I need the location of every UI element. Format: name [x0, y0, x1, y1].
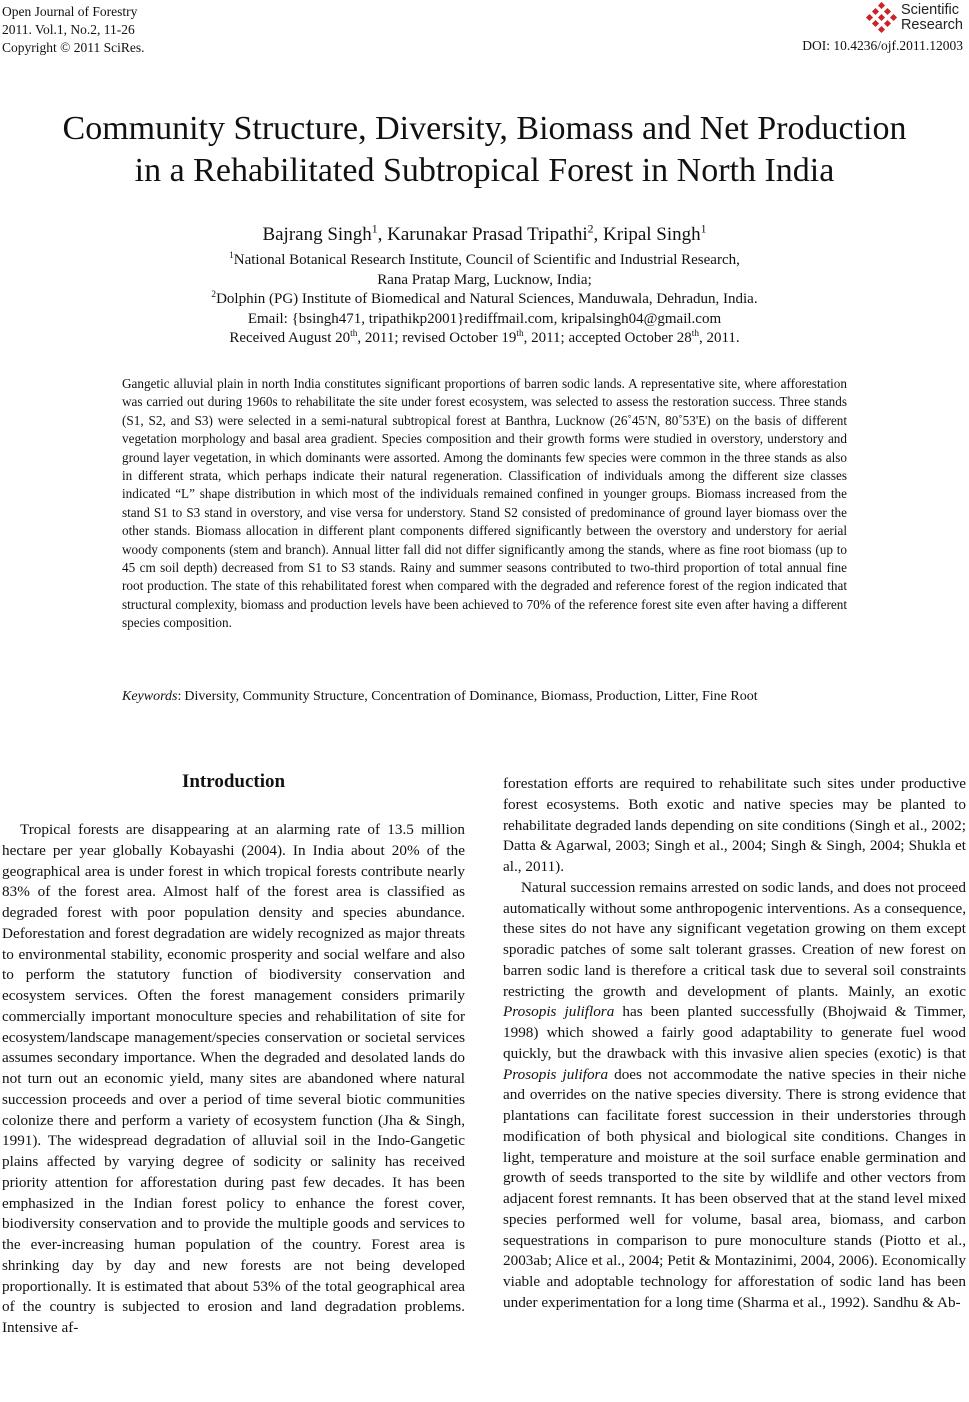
- publisher-line-2: Research: [900, 17, 963, 33]
- affiliation-1-address: Rana Pratap Marg, Lucknow, India;: [377, 271, 592, 288]
- species-name: Prosopis juliflora: [503, 1003, 615, 1021]
- keywords-colon: :: [177, 689, 182, 704]
- accepted-text: , 2011; accepted October 28: [523, 330, 692, 346]
- title-line-1: Community Structure, Diversity, Biomass and Net Production: [62, 110, 907, 147]
- keywords-label: Keywords: [122, 689, 178, 704]
- body-paragraph: [503, 878, 966, 1314]
- journal-volume: 2011. Vol.1, No.2, 11-26: [2, 22, 135, 37]
- abstract: Gangetic alluvial plain in north India constitutes significant proportions of barren sodic lands. A representative site, where afforestation was carried out during 1960s to rehabilitate the site under forest ecosystem, was selected to assess the restoration success. Three stands (S1, S2, and S3) were selected in a semi-natural subtropical forest at Banthra, Lucknow (26˚45'N, 80˚53'E) on the basis of different vegetation morphology and basal area gradient. Species composition and their growth forms were studied in overstory, understory and ground layer vegetation, in which dominants were assorted. Among the dominants few species were common in the three stands as also in different strata, which perhaps indicate their natural regeneration. Classification of individuals among the different size classes indicated “L” shape distribution in which most of the individuals remained confined in younger groups. Biomass increased from the stand S1 to S3 stand in overstory, and vise versa for understory. Stand S2 consisted of predominance of ground layer biomass over the other stands. Biomass allocation in different plant components differed significantly between the overstory and understory for aerial woody components (stem and branch). Annual litter fall did not differ significantly among the stands, where as fine root biomass (up to 45 cm soil depth) decreased from S1 to S3 stands. Rainy and summer seasons contributed to two-third proportion of total annual fine root production. The state of this rehabilitated forest when compared with the degraded and reference forest of the region indicated that structural complexity, biomass and production levels have been achieved to 70% of the reference forest site even after having a different species composition.: [122, 376, 847, 631]
- publisher-wordmark: [901, 3, 963, 33]
- publisher-line-1: Scientific: [900, 2, 959, 18]
- affiliation-mark: 2: [211, 290, 217, 300]
- diamond-cluster-icon: [865, 2, 899, 34]
- publisher-logo: [802, 0, 963, 36]
- affiliations: [0, 251, 969, 349]
- body-paragraph: forestation efforts are required to rehabilitate such sites under productive forest ecosystems. Both exotic and native species may be planted to rehabilitate degraded lands depending on site conditions (Singh et al., 2002; Datta & Agarwal, 2003; Singh et al., 2004; Singh & Singh, 2004; Shukla et al., 2011).: [503, 775, 966, 875]
- ordinal-suffix: th: [516, 329, 524, 339]
- affiliation-2: [0, 290, 969, 310]
- body-column-right: [503, 774, 966, 1314]
- copyright: Copyright © 2011 SciRes.: [2, 40, 145, 55]
- year-text: , 2011.: [698, 330, 740, 346]
- author-affiliation-mark: 1: [700, 222, 707, 236]
- doi: DOI: 10.4236/ojf.2011.12003: [802, 38, 963, 53]
- ordinal-suffix: th: [350, 329, 358, 339]
- paragraph-text: does not accommodate the native species in their niche and overrides on the native species diversity. There is strong evidence that plantations can facilitate forest succession in their understories through modification of both physical and biological site conditions. Changes in light, temperature and moisture at the soil surface enable germination and growth of seeds transported to the site by wildlife and other vectors from adjacent forest remnants. It has been observed that at the stand level mixed species performed well for volume, basal area, biomass, and carbon sequestrations in comparison to pure monoculture stands (Piotto et al., 2003ab; Alice et al., 2004; Petit & Montazinimi, 2004, 2006). Economically viable and adoptable technology for afforestation of sodic land has been under experimentation for a long time (Sharma et al., 1992). Sandhu & Ab-: [503, 1065, 967, 1311]
- body-paragraph: Tropical forests are disappearing at an alarming rate of 13.5 million hectare per year globally Kobayashi (2004). In India about 20% of the geographical area is under forest in which tropical forests contribute nearly 83% of the forest area. Almost half of the forest area is classified as degraded forest with poor population density and species abundance. Deforestation and forest degradation are widely recognized as major threats to environmental stability, economic prosperity and social welfare and also to perform the statutory function of biodiversity conservation and ecosystem services. Often the forest management considers primarily commercially important monoculture species and rehabilitation of site for ecosystem/landscape management/species conservation or societal services assumes secondary importance. When the degraded and desolated lands do not turn out an economic yield, many sites are abandoned where natural succession proceeds and over a period of time several biotic communities colonize there and perform a variety of ecosystem function (Jha & Singh, 1991). The widespread degradation of alluvial soil in the Indo-Gangetic plains affected by varying degree of sodicity or salinity has received priority attention for afforestation during past few decades. It has been emphasized in the Indian forest policy to enhance the forest cover, biodiversity conservation and to provide the multiple goods and services to the ever-increasing human population of the country. Forest area is shrinking day by day and new forests are not being developed proportionally. It is estimated that about 53% of the total geographical area of the country is subjected to erosion and land degradation problems. Intensive af-: [2, 821, 465, 1336]
- affiliation-1: [0, 251, 969, 271]
- running-header: [2, 3, 145, 57]
- author-list: [0, 223, 969, 247]
- author-affiliation-mark: 1: [371, 222, 378, 236]
- affiliation-2-text: Dolphin (PG) Institute of Biomedical and Natural Sciences, Manduwala, Dehradun, India.: [216, 291, 758, 307]
- body-column-left: [2, 768, 465, 1339]
- ordinal-suffix: th: [691, 329, 699, 339]
- received-text: Received August 20: [229, 330, 351, 346]
- affiliation-mark: 1: [229, 251, 234, 261]
- revised-text: , 2011; revised October 19: [357, 330, 517, 346]
- journal-name: Open Journal of Forestry: [2, 4, 138, 19]
- author-name: Bajrang Singh: [262, 224, 372, 245]
- author-affiliation-mark: 2: [587, 222, 594, 236]
- keywords-block: [122, 688, 847, 707]
- author-separator: ,: [593, 224, 604, 245]
- paragraph-text: Natural succession remains arrested on sodic lands, and does not proceed automatically without some anthropogenic interventions. As a consequence, these sites do not have any significant vegetation growing on them except sporadic patches of some salt tolerant grasses. Creation of new forest on barren sodic land is therefore a critical task due to several soil constraints restricting the growth and development of plants. Mainly, an exotic: [503, 878, 966, 1000]
- paper-title: [0, 108, 969, 192]
- email-line: Email: {bsingh471, tripathikp2001}rediffmail.com, kripalsingh04@gmail.com: [247, 310, 722, 327]
- publisher-block: [802, 0, 963, 54]
- paragraph-text: has been planted successfully (Bhojwaid & Timmer, 1998) which showed a fairly good adaptability to generate fuel wood quickly, but the drawback with this invasive alien species (exotic) is that: [503, 1003, 966, 1062]
- section-heading: Introduction: [181, 771, 286, 792]
- species-name: Prosopis julifora: [503, 1065, 609, 1083]
- author-name: Kripal Singh: [603, 224, 701, 245]
- title-line-2: in a Rehabilitated Subtropical Forest in North India: [134, 152, 835, 189]
- affiliation-1-text: National Botanical Research Institute, Council of Scientific and Industrial Research,: [233, 252, 740, 268]
- keywords-text: Diversity, Community Structure, Concentration of Dominance, Biomass, Production, Litter, Fine Root: [184, 689, 758, 704]
- author-name: Karunakar Prasad Tripathi: [387, 224, 588, 245]
- received-dates: [0, 329, 969, 349]
- author-separator: ,: [377, 224, 388, 245]
